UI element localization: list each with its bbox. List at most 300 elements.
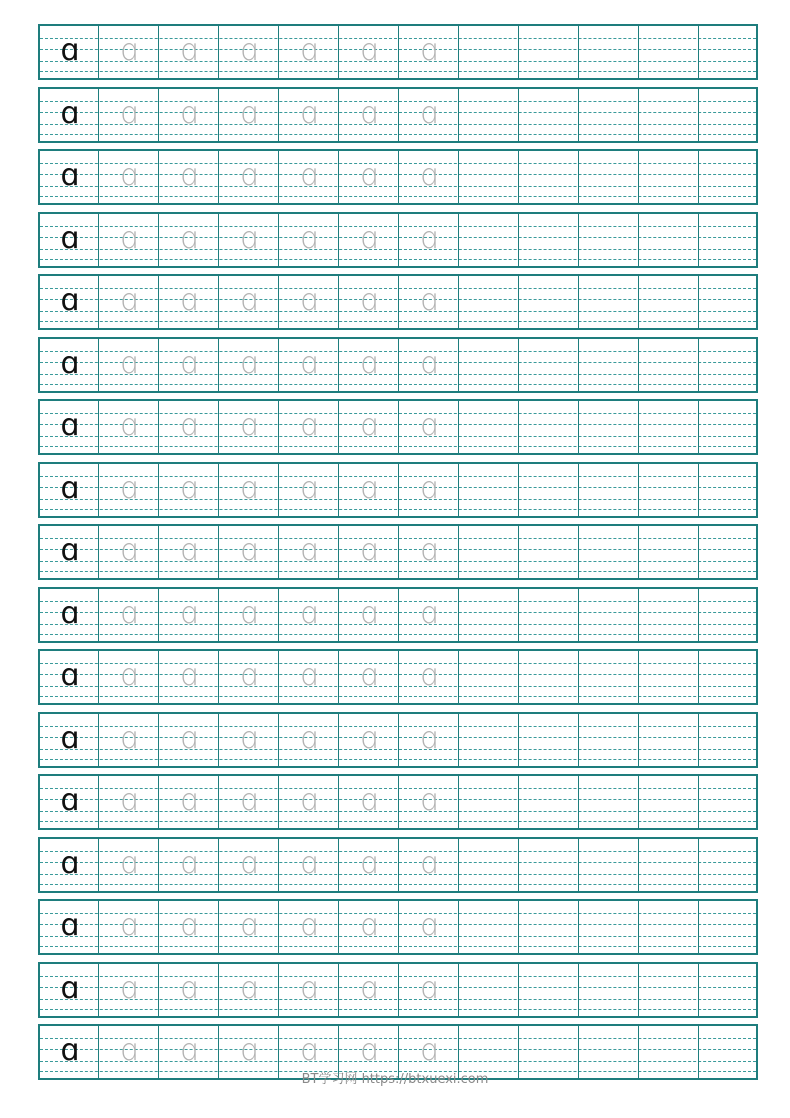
trace-letter: ɑ [358, 1033, 379, 1068]
blank-writing-cell [698, 214, 758, 266]
practice-row [38, 149, 758, 205]
trace-letter: ɑ [118, 283, 139, 318]
blank-writing-cell [578, 651, 638, 703]
trace-letter: ɑ [418, 658, 439, 693]
trace-letter: ɑ [418, 595, 439, 631]
trace-letter: ɑ [418, 533, 439, 568]
trace-letter: ɑ [298, 283, 319, 318]
model-letter: ɑ [60, 220, 80, 256]
trace-cell [218, 964, 278, 1016]
trace-cell [338, 401, 398, 453]
trace-letter: ɑ [238, 345, 259, 381]
blank-writing-cell [518, 26, 578, 78]
blank-writing-cell [638, 464, 698, 516]
trace-letter: ɑ [118, 533, 139, 568]
blank-writing-cell [638, 714, 698, 766]
trace-letter: ɑ [418, 720, 439, 756]
trace-cell [338, 89, 398, 141]
blank-writing-cell [698, 401, 758, 453]
trace-letter: ɑ [118, 345, 139, 381]
trace-letter: ɑ [238, 408, 259, 443]
trace-cell [218, 714, 278, 766]
trace-cell [158, 276, 218, 328]
trace-cell [338, 214, 398, 266]
blank-writing-cell [578, 901, 638, 953]
blank-writing-cell [698, 714, 758, 766]
trace-cell [98, 214, 158, 266]
trace-cell [278, 151, 338, 203]
blank-writing-cell [458, 89, 518, 141]
trace-letter: ɑ [358, 470, 379, 506]
blank-writing-cell [518, 776, 578, 828]
trace-cell [338, 839, 398, 891]
trace-cell [278, 276, 338, 328]
model-cell [40, 89, 100, 141]
trace-letter: ɑ [238, 595, 259, 631]
trace-letter: ɑ [238, 783, 259, 818]
model-cell [40, 651, 100, 703]
trace-letter: ɑ [418, 970, 439, 1006]
blank-writing-cell [698, 89, 758, 141]
trace-letter: ɑ [178, 533, 199, 568]
trace-letter: ɑ [358, 908, 379, 943]
trace-letter: ɑ [298, 220, 319, 256]
trace-letter: ɑ [358, 970, 379, 1006]
blank-writing-cell [578, 276, 638, 328]
trace-letter: ɑ [178, 595, 199, 631]
model-letter: ɑ [60, 408, 80, 443]
model-letter: ɑ [60, 345, 80, 381]
model-cell [40, 714, 100, 766]
model-letter: ɑ [60, 95, 80, 131]
trace-letter: ɑ [418, 345, 439, 381]
trace-cell [218, 339, 278, 391]
blank-writing-cell [518, 526, 578, 578]
trace-cell [98, 714, 158, 766]
trace-letter: ɑ [418, 283, 439, 318]
blank-writing-cell [578, 839, 638, 891]
footer-watermark: BT学习网 https://btxuexi.com [301, 1072, 489, 1087]
model-cell [40, 839, 100, 891]
model-letter: ɑ [60, 283, 80, 318]
trace-letter: ɑ [418, 158, 439, 193]
practice-row [38, 774, 758, 830]
blank-writing-cell [518, 214, 578, 266]
trace-cell [278, 89, 338, 141]
practice-row [38, 837, 758, 893]
blank-writing-cell [518, 151, 578, 203]
trace-letter: ɑ [358, 345, 379, 381]
blank-writing-cell [698, 151, 758, 203]
blank-writing-cell [518, 89, 578, 141]
trace-cell [98, 776, 158, 828]
trace-cell [218, 776, 278, 828]
trace-cell [98, 339, 158, 391]
trace-cell [158, 651, 218, 703]
trace-cell [338, 526, 398, 578]
blank-writing-cell [578, 526, 638, 578]
model-cell [40, 401, 100, 453]
blank-writing-cell [458, 339, 518, 391]
model-letter: ɑ [60, 595, 80, 631]
trace-letter: ɑ [178, 845, 199, 881]
trace-letter: ɑ [118, 783, 139, 818]
trace-letter: ɑ [118, 595, 139, 631]
blank-writing-cell [458, 651, 518, 703]
blank-writing-cell [518, 401, 578, 453]
trace-cell [338, 901, 398, 953]
trace-letter: ɑ [238, 95, 259, 131]
trace-cell [278, 401, 338, 453]
trace-cell [338, 714, 398, 766]
trace-letter: ɑ [358, 720, 379, 756]
trace-cell [98, 964, 158, 1016]
trace-letter: ɑ [118, 220, 139, 256]
trace-cell [278, 589, 338, 641]
trace-letter: ɑ [178, 345, 199, 381]
trace-cell [158, 526, 218, 578]
model-letter: ɑ [60, 783, 80, 818]
trace-cell [218, 589, 278, 641]
trace-letter: ɑ [118, 720, 139, 756]
practice-row [38, 587, 758, 643]
trace-letter: ɑ [118, 470, 139, 506]
model-cell [40, 214, 100, 266]
blank-writing-cell [518, 339, 578, 391]
blank-writing-cell [698, 339, 758, 391]
trace-cell [278, 214, 338, 266]
trace-cell [218, 839, 278, 891]
trace-cell [158, 151, 218, 203]
trace-cell [98, 651, 158, 703]
trace-letter: ɑ [298, 408, 319, 443]
trace-cell [158, 214, 218, 266]
trace-cell [398, 276, 458, 328]
trace-cell [398, 714, 458, 766]
blank-writing-cell [638, 776, 698, 828]
trace-letter: ɑ [238, 158, 259, 193]
trace-cell [278, 651, 338, 703]
blank-writing-cell [698, 26, 758, 78]
trace-letter: ɑ [418, 408, 439, 443]
trace-letter: ɑ [178, 158, 199, 193]
trace-cell [158, 901, 218, 953]
practice-row [38, 899, 758, 955]
trace-letter: ɑ [118, 970, 139, 1006]
model-cell [40, 276, 100, 328]
trace-letter: ɑ [298, 783, 319, 818]
trace-cell [158, 964, 218, 1016]
trace-letter: ɑ [418, 220, 439, 256]
trace-cell [338, 339, 398, 391]
blank-writing-cell [458, 964, 518, 1016]
trace-letter: ɑ [118, 33, 139, 68]
practice-row [38, 24, 758, 80]
trace-cell [98, 526, 158, 578]
trace-letter: ɑ [118, 95, 139, 131]
trace-letter: ɑ [298, 345, 319, 381]
trace-cell [278, 964, 338, 1016]
trace-letter: ɑ [358, 33, 379, 68]
trace-letter: ɑ [418, 470, 439, 506]
model-letter: ɑ [60, 33, 80, 68]
model-letter: ɑ [60, 658, 80, 693]
trace-letter: ɑ [238, 658, 259, 693]
blank-writing-cell [638, 401, 698, 453]
trace-cell [278, 339, 338, 391]
blank-writing-cell [458, 214, 518, 266]
blank-writing-cell [638, 839, 698, 891]
trace-letter: ɑ [358, 158, 379, 193]
trace-letter: ɑ [358, 783, 379, 818]
trace-letter: ɑ [358, 845, 379, 881]
blank-writing-cell [578, 339, 638, 391]
trace-letter: ɑ [238, 533, 259, 568]
model-cell [40, 464, 100, 516]
trace-cell [338, 776, 398, 828]
trace-cell [278, 901, 338, 953]
trace-letter: ɑ [178, 33, 199, 68]
blank-writing-cell [578, 401, 638, 453]
trace-letter: ɑ [118, 908, 139, 943]
practice-row [38, 712, 758, 768]
blank-writing-cell [638, 526, 698, 578]
trace-cell [158, 776, 218, 828]
model-letter: ɑ [60, 470, 80, 506]
trace-letter: ɑ [178, 470, 199, 506]
trace-cell [98, 89, 158, 141]
model-letter: ɑ [60, 1033, 80, 1068]
trace-letter: ɑ [298, 158, 319, 193]
trace-cell [398, 214, 458, 266]
trace-cell [158, 464, 218, 516]
trace-cell [398, 526, 458, 578]
trace-cell [338, 151, 398, 203]
trace-letter: ɑ [298, 970, 319, 1006]
trace-cell [398, 401, 458, 453]
trace-cell [218, 89, 278, 141]
trace-letter: ɑ [418, 845, 439, 881]
trace-cell [218, 651, 278, 703]
practice-row [38, 649, 758, 705]
trace-cell [218, 526, 278, 578]
trace-letter: ɑ [418, 33, 439, 68]
practice-row [38, 87, 758, 143]
trace-cell [278, 464, 338, 516]
trace-letter: ɑ [298, 595, 319, 631]
trace-letter: ɑ [298, 1033, 319, 1068]
trace-letter: ɑ [178, 95, 199, 131]
blank-writing-cell [458, 464, 518, 516]
model-letter: ɑ [60, 720, 80, 756]
model-letter: ɑ [60, 908, 80, 943]
model-cell [40, 589, 100, 641]
trace-cell [98, 589, 158, 641]
blank-writing-cell [518, 276, 578, 328]
practice-row [38, 399, 758, 455]
trace-cell [218, 401, 278, 453]
trace-letter: ɑ [118, 408, 139, 443]
trace-cell [278, 26, 338, 78]
trace-letter: ɑ [238, 970, 259, 1006]
trace-cell [158, 339, 218, 391]
blank-writing-cell [458, 401, 518, 453]
blank-writing-cell [578, 714, 638, 766]
trace-letter: ɑ [358, 95, 379, 131]
trace-cell [218, 464, 278, 516]
trace-cell [338, 589, 398, 641]
trace-cell [398, 964, 458, 1016]
trace-letter: ɑ [238, 845, 259, 881]
trace-cell [398, 89, 458, 141]
blank-writing-cell [578, 464, 638, 516]
trace-letter: ɑ [118, 1033, 139, 1068]
trace-cell [218, 901, 278, 953]
trace-letter: ɑ [178, 908, 199, 943]
trace-letter: ɑ [118, 845, 139, 881]
blank-writing-cell [638, 651, 698, 703]
blank-writing-cell [698, 839, 758, 891]
blank-writing-cell [518, 901, 578, 953]
blank-writing-cell [578, 776, 638, 828]
trace-letter: ɑ [358, 283, 379, 318]
trace-letter: ɑ [298, 33, 319, 68]
blank-writing-cell [698, 964, 758, 1016]
trace-cell [98, 901, 158, 953]
trace-cell [398, 651, 458, 703]
blank-writing-cell [518, 651, 578, 703]
trace-cell [398, 26, 458, 78]
trace-letter: ɑ [418, 1033, 439, 1068]
trace-cell [218, 151, 278, 203]
trace-letter: ɑ [178, 783, 199, 818]
practice-row [38, 212, 758, 268]
blank-writing-cell [638, 151, 698, 203]
trace-cell [218, 214, 278, 266]
trace-letter: ɑ [358, 408, 379, 443]
blank-writing-cell [518, 464, 578, 516]
blank-writing-cell [458, 901, 518, 953]
trace-cell [158, 589, 218, 641]
trace-letter: ɑ [298, 720, 319, 756]
trace-letter: ɑ [358, 595, 379, 631]
trace-cell [98, 276, 158, 328]
trace-cell [278, 776, 338, 828]
model-cell [40, 26, 100, 78]
trace-cell [398, 901, 458, 953]
trace-cell [338, 964, 398, 1016]
trace-letter: ɑ [178, 408, 199, 443]
blank-writing-cell [638, 964, 698, 1016]
blank-writing-cell [638, 276, 698, 328]
trace-cell [398, 839, 458, 891]
trace-cell [158, 401, 218, 453]
trace-cell [338, 276, 398, 328]
trace-cell [98, 464, 158, 516]
blank-writing-cell [518, 589, 578, 641]
blank-writing-cell [698, 901, 758, 953]
trace-letter: ɑ [178, 220, 199, 256]
model-cell [40, 339, 100, 391]
blank-writing-cell [458, 589, 518, 641]
blank-writing-cell [578, 89, 638, 141]
trace-cell [158, 839, 218, 891]
trace-cell [338, 651, 398, 703]
trace-letter: ɑ [178, 283, 199, 318]
trace-letter: ɑ [298, 95, 319, 131]
trace-cell [278, 714, 338, 766]
trace-letter: ɑ [418, 95, 439, 131]
trace-cell [398, 151, 458, 203]
trace-cell [218, 276, 278, 328]
model-letter: ɑ [60, 533, 80, 568]
trace-letter: ɑ [298, 908, 319, 943]
model-cell [40, 526, 100, 578]
blank-writing-cell [458, 26, 518, 78]
blank-writing-cell [698, 589, 758, 641]
blank-writing-cell [638, 589, 698, 641]
blank-writing-cell [638, 339, 698, 391]
blank-writing-cell [638, 26, 698, 78]
trace-cell [278, 839, 338, 891]
trace-cell [398, 776, 458, 828]
trace-cell [98, 26, 158, 78]
blank-writing-cell [518, 964, 578, 1016]
blank-writing-cell [698, 276, 758, 328]
trace-letter: ɑ [298, 658, 319, 693]
model-cell [40, 776, 100, 828]
trace-letter: ɑ [358, 658, 379, 693]
trace-letter: ɑ [178, 720, 199, 756]
trace-letter: ɑ [178, 658, 199, 693]
blank-writing-cell [698, 776, 758, 828]
trace-letter: ɑ [118, 158, 139, 193]
blank-writing-cell [458, 776, 518, 828]
trace-letter: ɑ [178, 970, 199, 1006]
practice-row [38, 524, 758, 580]
model-letter: ɑ [60, 970, 80, 1006]
blank-writing-cell [458, 151, 518, 203]
practice-row [38, 962, 758, 1018]
trace-letter: ɑ [418, 908, 439, 943]
trace-letter: ɑ [358, 220, 379, 256]
trace-letter: ɑ [118, 658, 139, 693]
trace-letter: ɑ [238, 470, 259, 506]
trace-cell [398, 589, 458, 641]
blank-writing-cell [578, 151, 638, 203]
blank-writing-cell [698, 464, 758, 516]
trace-letter: ɑ [238, 283, 259, 318]
trace-letter: ɑ [238, 720, 259, 756]
blank-writing-cell [458, 839, 518, 891]
practice-row [38, 462, 758, 518]
trace-letter: ɑ [238, 220, 259, 256]
blank-writing-cell [578, 214, 638, 266]
trace-letter: ɑ [298, 470, 319, 506]
practice-row [38, 274, 758, 330]
trace-cell [158, 89, 218, 141]
trace-cell [98, 151, 158, 203]
trace-letter: ɑ [418, 783, 439, 818]
blank-writing-cell [518, 714, 578, 766]
trace-cell [338, 464, 398, 516]
model-letter: ɑ [60, 845, 80, 881]
trace-cell [398, 339, 458, 391]
blank-writing-cell [458, 526, 518, 578]
trace-cell [98, 401, 158, 453]
trace-letter: ɑ [178, 1033, 199, 1068]
trace-cell [278, 526, 338, 578]
